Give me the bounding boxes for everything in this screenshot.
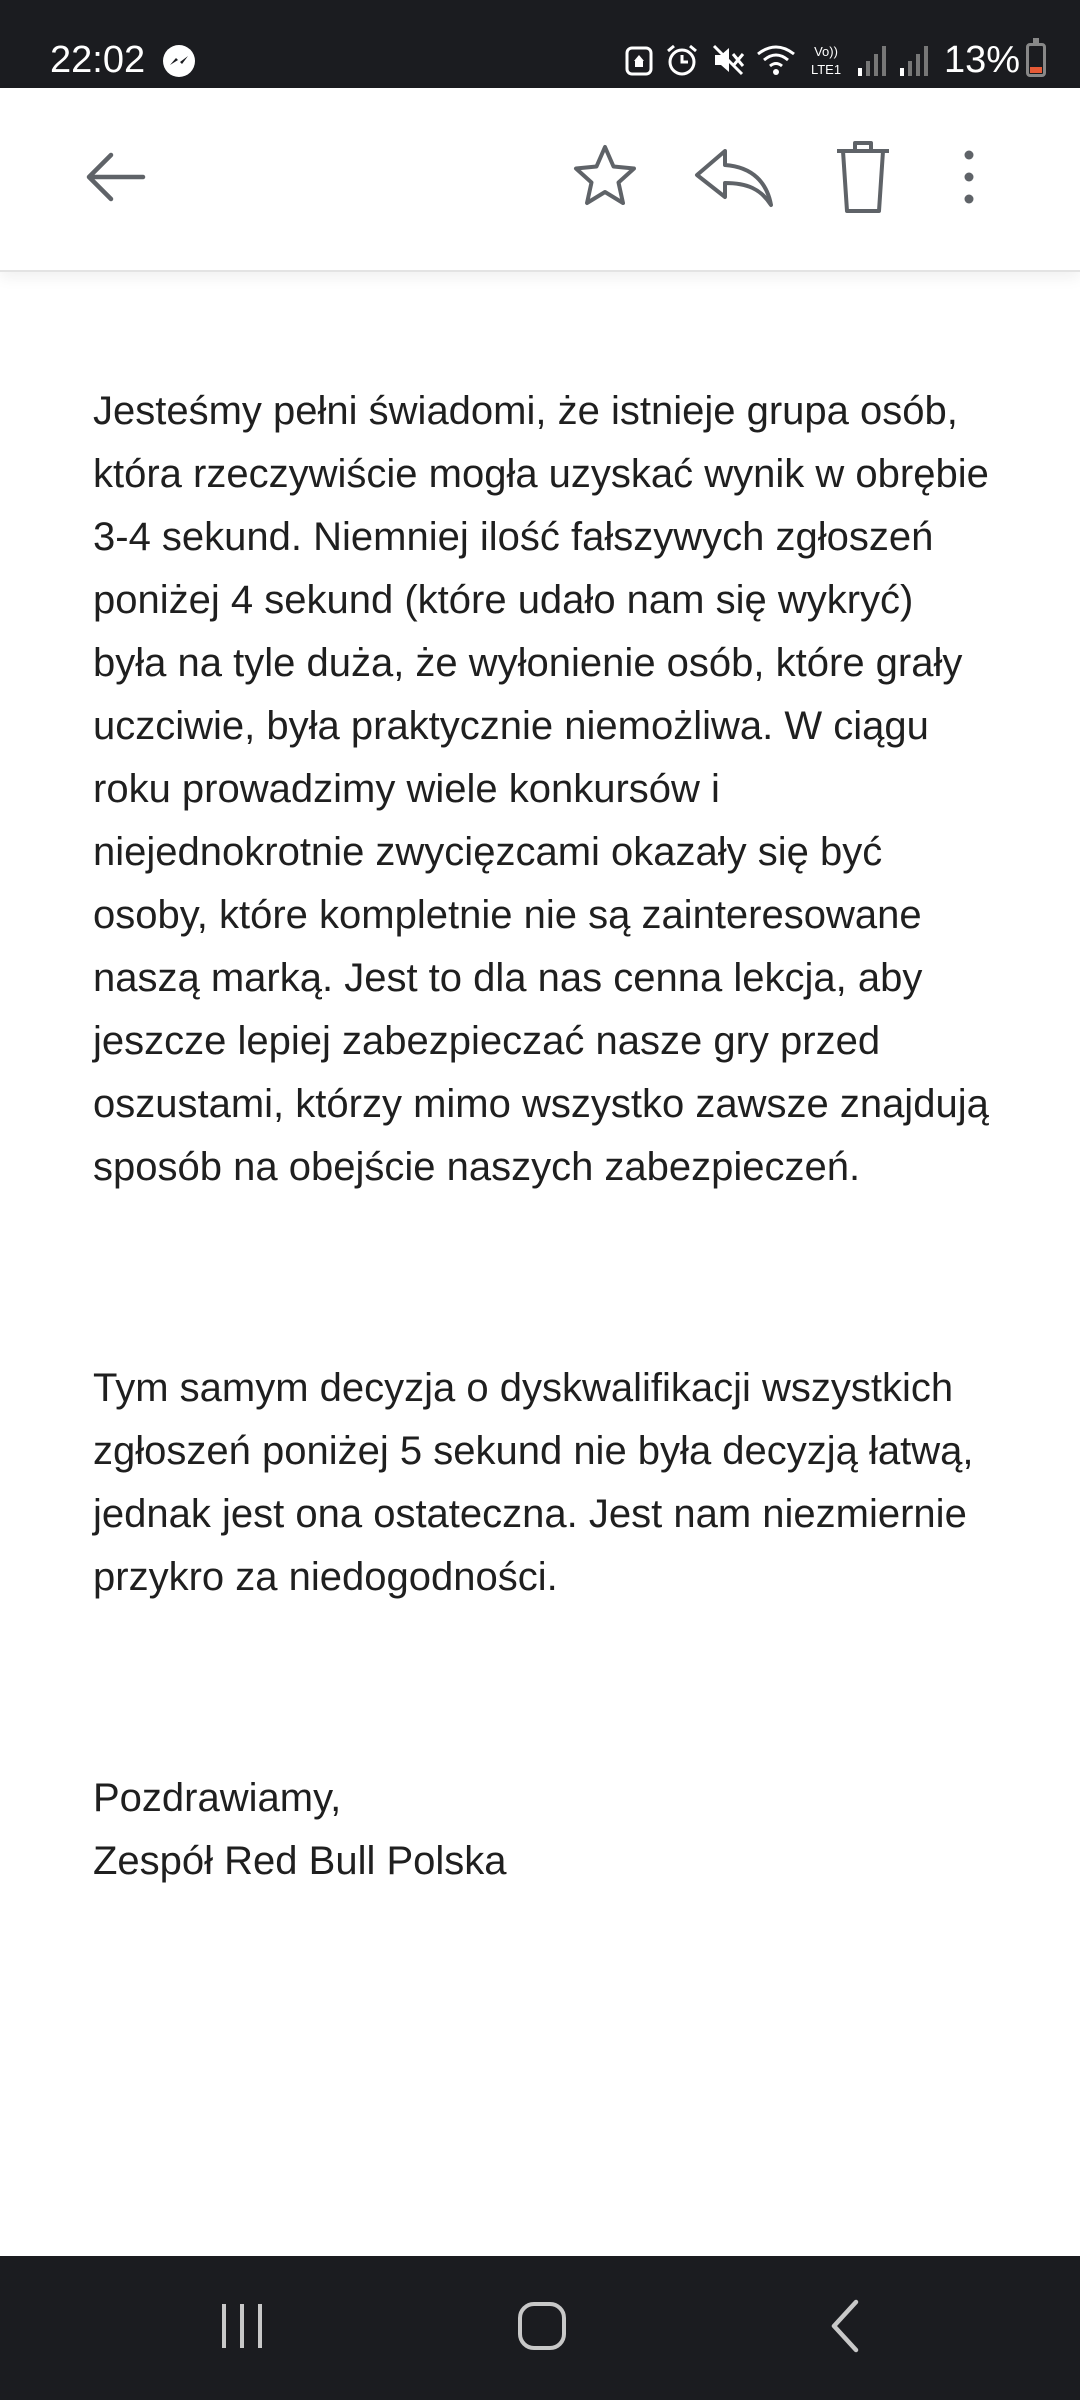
star-button[interactable] [560,134,650,224]
alarm-icon [664,42,700,78]
recycle-notification-icon [624,43,654,77]
home-icon [516,2300,568,2357]
email-paragraph: Jesteśmy pełni świadomi, że istnieje grupa osób, która rzeczywiście mogła uzyskać wynik w obrębie 3-4 sekund. Niemniej ilość fałszywych zgłoszeń poniżej 4 sekund (które udało nam się wykryć) była na tyle duża, że wyłonienie osób, które grały uczciwie, była praktycznie niemożliwa. W ciągu roku prowadzimy wiele konkursów i niejednokrotnie zwycięzcami okazały się być osoby, które kompletnie nie są zainteresowane naszą marką. Jest to dla nas cenna lekcja, aby jeszcze lepiej zabezpieczać nasze gry przed oszustami, którzy mimo wszystko zawsze znajdują sposób na obejście naszych zabezpieczeń. [93,389,989,1189]
email-toolbar [0,88,1080,272]
delete-button[interactable] [818,134,908,224]
svg-text:Vo)): Vo)) [814,44,838,59]
status-icons [614,38,1046,82]
email-closing: Pozdrawiamy, [93,1776,342,1820]
system-nav-bar [0,2256,1080,2400]
signal-icon-2 [898,42,930,78]
home-button[interactable] [482,2256,602,2400]
email-paragraph: Tym samym decyzja o dyskwalifikacji wszystkich zgłoszeń poniżej 5 sekund nie była decyzją łatwą, jednak jest ona ostateczna. Jest nam niezmiernie przykro za niedogodności. [93,1366,974,1599]
mute-icon [710,42,746,78]
status-bar [0,0,1080,88]
more-vert-icon [959,147,979,212]
back-button[interactable] [70,134,160,224]
recent-apps-button[interactable] [182,2256,302,2400]
nav-back-button[interactable] [786,2256,906,2400]
wifi-icon [756,42,796,78]
status-time: 22:02 [50,39,146,81]
svg-text:LTE1: LTE1 [810,62,841,77]
recent-apps-icon [216,2302,268,2355]
trash-icon [831,137,895,222]
email-body [93,380,993,1893]
battery-percent: 13% [943,38,1020,81]
more-options-button[interactable] [924,134,1014,224]
messenger-icon [162,44,196,78]
reply-icon [691,141,775,218]
nav-back-icon [826,2298,866,2359]
battery-icon [1026,43,1046,77]
reply-button[interactable] [688,134,778,224]
signal-icon [856,42,888,78]
back-arrow-icon [79,141,151,218]
volte-icon [806,42,846,78]
star-icon [569,141,641,218]
email-signature: Zespół Red Bull Polska [93,1839,507,1883]
